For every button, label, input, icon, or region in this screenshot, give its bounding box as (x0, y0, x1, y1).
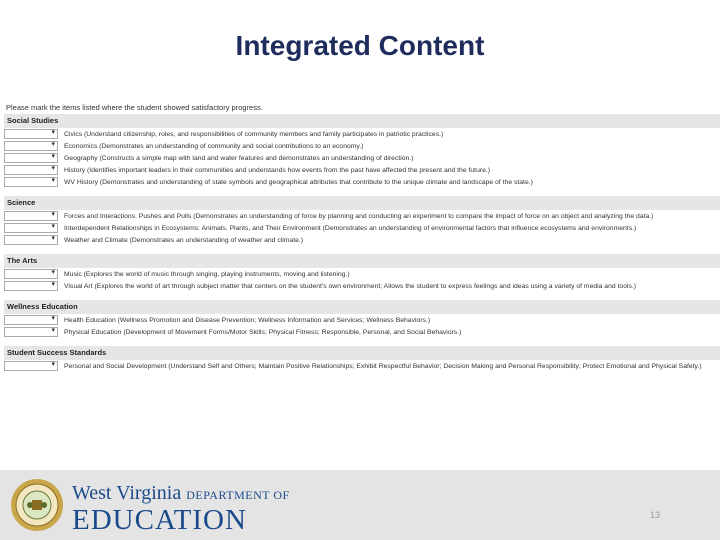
list-item (4, 360, 720, 372)
dropdown-arrow-icon: ▾ (51, 269, 55, 276)
progress-dropdown[interactable] (4, 165, 58, 175)
list-item (4, 234, 720, 246)
item-label: WV History (Demonstrates and understanding of state symbols and geographical attributes that contribute to the unique climate and landscape of the state.) (64, 178, 533, 186)
footer-banner (0, 470, 720, 540)
dropdown-arrow-icon: ▾ (51, 177, 55, 184)
list-item (4, 128, 720, 140)
dropdown-arrow-icon: ▾ (51, 281, 55, 288)
list-item (4, 268, 720, 280)
dropdown-arrow-icon: ▾ (51, 223, 55, 230)
state-seal-icon (10, 478, 64, 532)
progress-dropdown[interactable] (4, 315, 58, 325)
progress-dropdown[interactable] (4, 141, 58, 151)
progress-dropdown[interactable] (4, 153, 58, 163)
logo-state-name: West Virginia (72, 482, 182, 504)
progress-dropdown[interactable] (4, 177, 58, 187)
item-label: Economics (Demonstrates an understanding of community and social contributions to an economy.) (64, 142, 364, 150)
list-item (4, 222, 720, 234)
section-header: Science (4, 196, 720, 210)
progress-dropdown[interactable] (4, 327, 58, 337)
dropdown-arrow-icon: ▾ (51, 165, 55, 172)
section-spacer (4, 188, 720, 196)
section-spacer (4, 246, 720, 254)
list-item (4, 314, 720, 326)
page-number: 13 (650, 510, 661, 520)
section-spacer (4, 338, 720, 346)
progress-dropdown[interactable] (4, 223, 58, 233)
item-label: History (Identifies important leaders in their communities and understands how events from the past have affected the present and the future.) (64, 166, 491, 174)
item-label: Civics (Understand citizenship, roles, and responsibilities of community members and family participates in patriotic practices.) (64, 130, 444, 138)
section-header: Student Success Standards (4, 346, 720, 360)
slide-title: Integrated Content (235, 30, 485, 61)
section-header: Wellness Education (4, 300, 720, 314)
progress-dropdown[interactable] (4, 235, 58, 245)
list-item (4, 280, 720, 292)
item-label: Physical Education (Development of Movement Forms/Motor Skills; Physical Fitness; Responsible, Personal, and Social Behaviors.) (64, 328, 462, 336)
item-label: Health Education (Wellness Promotion and Disease Prevention; Wellness Information and Services; Wellness Behaviors.) (64, 316, 431, 324)
list-item (4, 152, 720, 164)
dropdown-arrow-icon: ▾ (51, 327, 55, 334)
dropdown-arrow-icon: ▾ (51, 153, 55, 160)
item-label: Interdependent Relationships in Ecosystems: Animals, Plants, and Their Environment (Demonstrates an understanding of environmental factors that influence ecosystems and environments.) (64, 224, 637, 232)
item-label: Personal and Social Development (Understand Self and Others; Maintain Positive Relationships; Exhibit Respectful Behavior; Decision Making and Personal Responsibility; Protect Emotional and Physical Safety.) (64, 362, 702, 370)
progress-dropdown[interactable] (4, 361, 58, 371)
progress-dropdown[interactable] (4, 211, 58, 221)
dropdown-arrow-icon: ▾ (51, 141, 55, 148)
list-item (4, 140, 720, 152)
progress-dropdown[interactable] (4, 281, 58, 291)
section-header: Social Studies (4, 114, 720, 128)
dropdown-arrow-icon: ▾ (51, 361, 55, 368)
progress-dropdown[interactable] (4, 129, 58, 139)
section-spacer (4, 292, 720, 300)
item-label: Forces and Interactions: Pushes and Pulls (Demonstrates an understanding of force by planning and conducting an experiment to compare the impact of force on an object and analyzing the data.) (64, 212, 654, 220)
dropdown-arrow-icon: ▾ (51, 211, 55, 218)
logo-department-of: DEPARTMENT OF (186, 488, 290, 502)
list-item (4, 164, 720, 176)
section-header: The Arts (4, 254, 720, 268)
item-label: Weather and Climate (Demonstrates an understanding of weather and climate.) (64, 236, 304, 244)
dropdown-arrow-icon: ▾ (51, 129, 55, 136)
dropdown-arrow-icon: ▾ (51, 235, 55, 242)
form-instructions: Please mark the items listed where the student showed satisfactory progress. (6, 103, 263, 112)
logo-wordmark-top (72, 482, 290, 505)
list-item (4, 176, 720, 188)
form-sections (4, 114, 720, 372)
item-label: Music (Explores the world of music through singing, playing instruments, moving and listening.) (64, 270, 350, 278)
progress-dropdown[interactable] (4, 269, 58, 279)
list-item (4, 210, 720, 222)
progress-form (4, 102, 720, 372)
logo-wordmark-education: EDUCATION (72, 504, 247, 536)
dropdown-arrow-icon: ▾ (51, 315, 55, 322)
list-item (4, 326, 720, 338)
item-label: Geography (Constructs a simple map with land and water features and demonstrates an understanding of direction.) (64, 154, 414, 162)
item-label: Visual Art (Explores the world of art through subject matter that centers on the student's own environment; Allows the student to express feelings and ideas using a variety of media and tools.) (64, 282, 637, 290)
